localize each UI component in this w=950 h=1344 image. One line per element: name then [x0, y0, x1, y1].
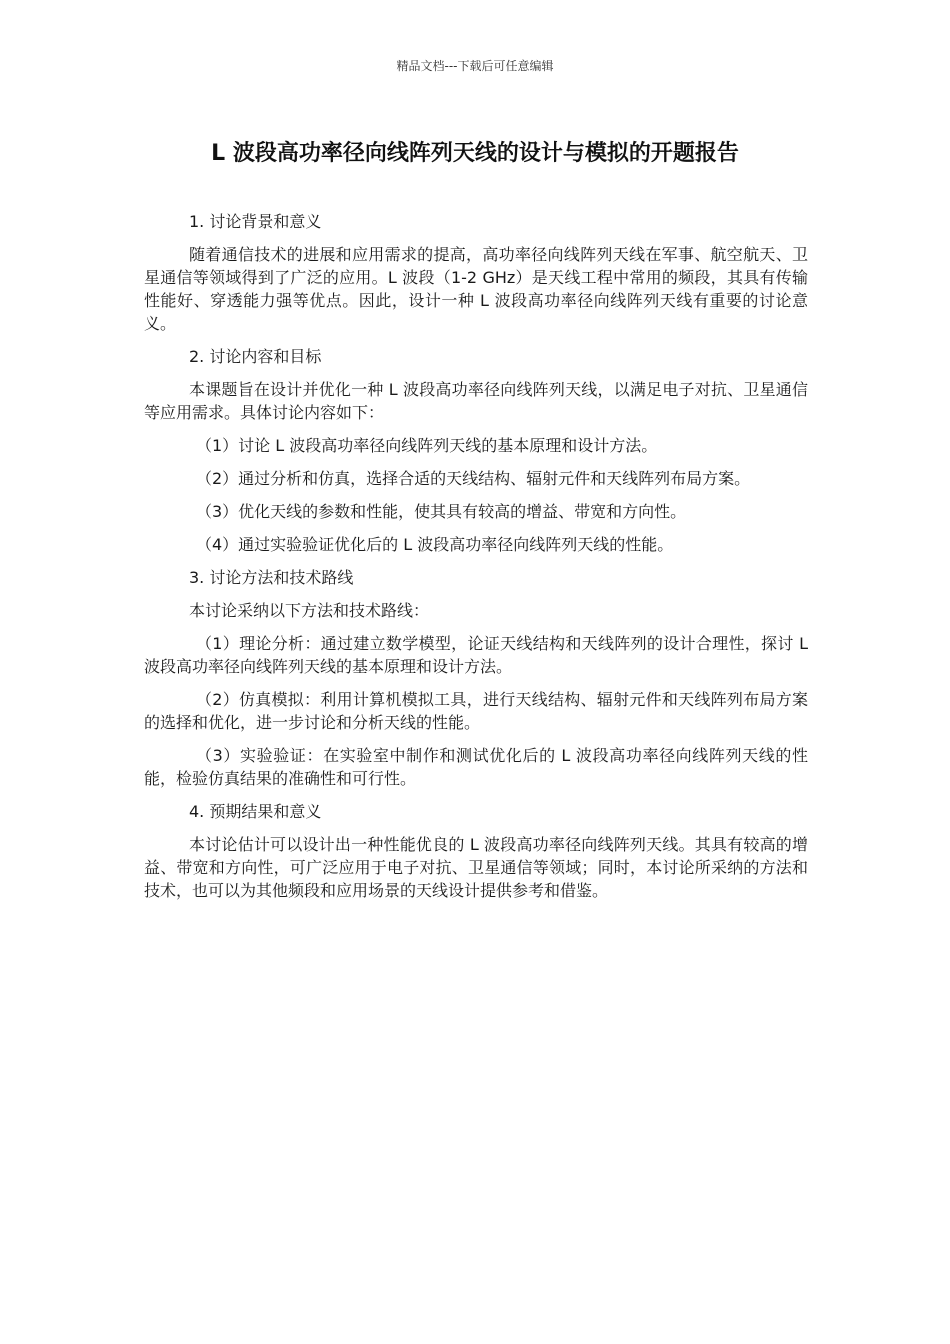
section-2-paragraph: 本课题旨在设计并优化一种 L 波段高功率径向线阵列天线，以满足电子对抗、卫星通信等应用需求。具体讨论内容如下：	[144, 380, 808, 422]
section-4-heading: 4. 预期结果和意义	[189, 802, 322, 821]
section-3-item-2: （2）仿真模拟：利用计算机模拟工具，进行天线结构、辐射元件和天线阵列布局方案的选择和优化，进一步讨论和分析天线的性能。	[144, 690, 808, 732]
section-2-item-4: （4）通过实验验证优化后的 L 波段高功率径向线阵列天线的性能。	[196, 535, 674, 554]
section-1-paragraph: 随着通信技术的进展和应用需求的提高，高功率径向线阵列天线在军事、航空航天、卫星通信等领域得到了广泛的应用。L 波段（1-2 GHz）是天线工程中常用的频段，其具有传输性能好、穿透能力强等优点。因此，设计一种 L 波段高功率径向线阵列天线有重要的讨论意义。	[144, 245, 808, 333]
header-note: 精品文档---下载后可任意编辑	[396, 59, 554, 73]
section-3-paragraph: 本讨论采纳以下方法和技术路线：	[189, 601, 430, 620]
section-4-paragraph: 本讨论估计可以设计出一种性能优良的 L 波段高功率径向线阵列天线。其具有较高的增益、带宽和方向性，可广泛应用于电子对抗、卫星通信等领域；同时，本讨论所采纳的方法和技术，也可以为其他频段和应用场景的天线设计提供参考和借鉴。	[144, 835, 808, 900]
section-3-item-3: （3）实验验证：在实验室中制作和测试优化后的 L 波段高功率径向线阵列天线的性能，检验仿真结果的准确性和可行性。	[144, 746, 808, 788]
section-2-item-2: （2）通过分析和仿真，选择合适的天线结构、辐射元件和天线阵列布局方案。	[196, 469, 751, 488]
section-3-item-1: （1）理论分析：通过建立数学模型，论证天线结构和天线阵列的设计合理性，探讨 L 波段高功率径向线阵列天线的基本原理和设计方法。	[144, 634, 808, 676]
document-title: L 波段高功率径向线阵列天线的设计与模拟的开题报告	[211, 141, 739, 166]
section-2-heading: 2. 讨论内容和目标	[189, 347, 322, 366]
section-2-item-1: （1）讨论 L 波段高功率径向线阵列天线的基本原理和设计方法。	[196, 436, 658, 455]
section-3-heading: 3. 讨论方法和技术路线	[189, 568, 354, 587]
document-body	[144, 210, 808, 912]
section-2-item-3: （3）优化天线的参数和性能，使其具有较高的增益、带宽和方向性。	[196, 502, 687, 521]
section-1-heading: 1. 讨论背景和意义	[189, 212, 322, 231]
